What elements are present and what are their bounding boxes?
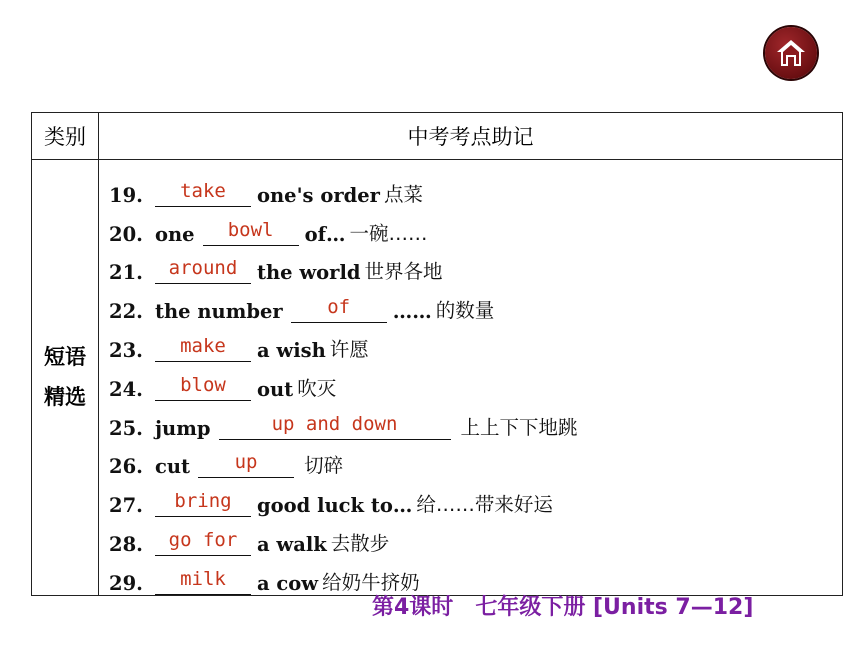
phrase-table bbox=[31, 112, 843, 596]
item-before-text: the number bbox=[155, 300, 283, 324]
item-before-text: one bbox=[155, 222, 195, 246]
item-chinese: 给……带来好运 bbox=[416, 493, 553, 517]
footer-book: 七年级下册 bbox=[475, 595, 586, 620]
item-chinese: 上上下下地跳 bbox=[460, 415, 578, 439]
item-chinese: 一碗…… bbox=[349, 221, 428, 245]
list-item bbox=[109, 517, 842, 556]
answer-blank[interactable] bbox=[155, 179, 251, 207]
answer-blank[interactable] bbox=[155, 334, 251, 362]
list-item bbox=[109, 401, 842, 440]
item-after-text: the world bbox=[257, 261, 361, 285]
item-number: 20. bbox=[109, 222, 143, 246]
answer-text: take bbox=[180, 179, 226, 202]
item-after-text: of… bbox=[304, 222, 346, 246]
answer-text: make bbox=[180, 334, 226, 357]
item-number: 27. bbox=[109, 494, 143, 518]
category-line-1: 短语 bbox=[44, 345, 86, 370]
answer-text: of bbox=[327, 296, 351, 319]
answer-text: up bbox=[234, 451, 258, 474]
answer-blank[interactable] bbox=[155, 373, 251, 401]
item-after-text: a cow bbox=[257, 571, 319, 595]
category-line-2: 精选 bbox=[44, 385, 86, 410]
footer-lesson: 第4课时 bbox=[372, 595, 454, 620]
answer-text: bowl bbox=[227, 218, 274, 241]
answer-blank[interactable] bbox=[198, 451, 294, 478]
table-body-row bbox=[32, 160, 843, 596]
table-header-row bbox=[32, 113, 843, 160]
list-item bbox=[109, 362, 842, 401]
item-after-text: a wish bbox=[257, 338, 326, 362]
item-after-text: one's order bbox=[257, 183, 380, 207]
category-cell bbox=[32, 160, 99, 596]
home-button[interactable] bbox=[765, 27, 817, 79]
list-item bbox=[109, 207, 842, 246]
answer-text: bring bbox=[174, 490, 232, 513]
list-item bbox=[109, 284, 842, 323]
home-icon bbox=[775, 37, 807, 69]
answer-blank[interactable] bbox=[219, 412, 451, 440]
item-after-text: good luck to… bbox=[257, 494, 413, 518]
item-before-text: cut bbox=[155, 455, 191, 479]
answer-text: milk bbox=[180, 567, 226, 590]
footer-caption bbox=[372, 590, 753, 621]
answer-blank[interactable] bbox=[155, 567, 251, 595]
item-chinese: 许愿 bbox=[329, 337, 369, 361]
item-chinese: 吹灭 bbox=[297, 376, 337, 400]
item-number: 28. bbox=[109, 532, 143, 556]
item-chinese: 的数量 bbox=[435, 299, 495, 323]
item-number: 22. bbox=[109, 300, 143, 324]
list-item bbox=[109, 246, 842, 285]
item-chinese: 世界各地 bbox=[364, 260, 443, 284]
item-number: 21. bbox=[109, 261, 143, 285]
answer-text: around bbox=[168, 257, 238, 280]
list-item bbox=[109, 168, 842, 207]
footer-units: [Units 7—12] bbox=[593, 595, 754, 620]
item-chinese: 给奶牛挤奶 bbox=[322, 570, 420, 594]
list-item bbox=[109, 440, 842, 479]
answer-blank[interactable] bbox=[203, 218, 299, 246]
header-memo: 中考考点助记 bbox=[99, 113, 843, 160]
item-number: 26. bbox=[109, 455, 143, 479]
item-chinese: 去散步 bbox=[330, 531, 390, 555]
list-item bbox=[109, 478, 842, 517]
item-chinese: 切碎 bbox=[304, 454, 344, 478]
item-before-text: jump bbox=[155, 416, 211, 440]
list-item bbox=[109, 323, 842, 362]
item-number: 23. bbox=[109, 338, 143, 362]
answer-blank[interactable] bbox=[291, 296, 387, 323]
answer-text: up and down bbox=[271, 412, 398, 435]
header-category: 类别 bbox=[32, 113, 99, 160]
item-chinese: 点菜 bbox=[383, 182, 423, 206]
item-after-text: …… bbox=[392, 300, 432, 324]
item-number: 19. bbox=[109, 183, 143, 207]
item-after-text: out bbox=[257, 377, 294, 401]
item-after-text: a walk bbox=[257, 532, 327, 556]
list-item bbox=[109, 556, 842, 595]
answer-text: blow bbox=[180, 373, 226, 396]
item-number: 29. bbox=[109, 571, 143, 595]
items-cell bbox=[99, 160, 843, 596]
answer-text: go for bbox=[168, 528, 238, 551]
answer-blank[interactable] bbox=[155, 490, 251, 517]
item-number: 25. bbox=[109, 416, 143, 440]
item-list bbox=[109, 168, 842, 595]
item-number: 24. bbox=[109, 377, 143, 401]
answer-blank[interactable] bbox=[155, 257, 251, 284]
answer-blank[interactable] bbox=[155, 528, 251, 556]
